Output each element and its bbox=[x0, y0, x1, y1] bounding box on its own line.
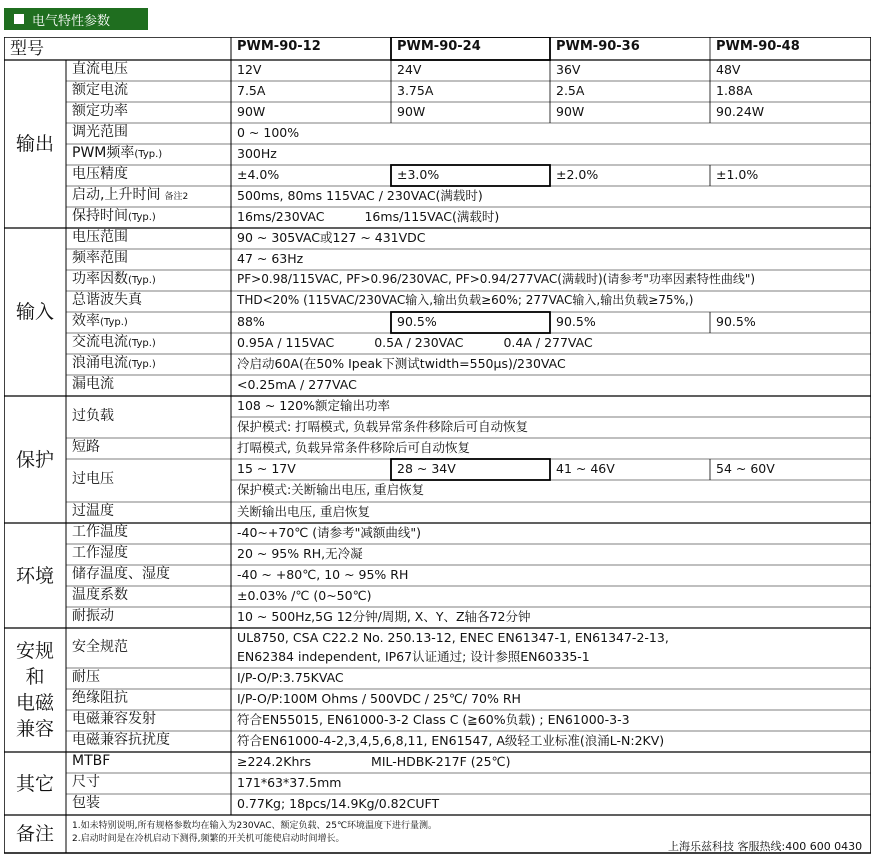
cell-value: 7.5A bbox=[237, 83, 266, 98]
cell-value: 108 ~ 120%额定输出功率 bbox=[237, 398, 391, 413]
model-name: PWM-90-12 bbox=[237, 39, 321, 54]
cell-value: <0.25mA / 277VAC bbox=[237, 377, 357, 392]
row-label: 耐振动 bbox=[72, 608, 114, 624]
cell-value: 10 ~ 500Hz,5G 12分钟/周期, X、Y、Z轴各72分钟 bbox=[237, 609, 531, 624]
cell-value: 关断输出电压, 重启恢复 bbox=[237, 504, 370, 519]
row-label: PWM频率(Typ.) bbox=[72, 145, 163, 161]
row-label: 工作湿度 bbox=[72, 545, 128, 561]
cell-value: ±0.03% /℃ (0~50℃) bbox=[237, 588, 372, 603]
row-label: 工作温度 bbox=[72, 524, 128, 540]
cell-value: 12V bbox=[237, 62, 262, 77]
cell-value: ±3.0% bbox=[397, 167, 440, 182]
cell-value: 24V bbox=[397, 62, 422, 77]
footer-contact: 上海乐兹科技 客服热线:400 600 0430 bbox=[668, 840, 863, 853]
cell-value: 90W bbox=[556, 104, 585, 119]
cell-value: 88% bbox=[237, 314, 265, 329]
cell-value: 2.5A bbox=[556, 83, 585, 98]
row-label: 安全规范 bbox=[72, 639, 128, 655]
section-others: 其它 bbox=[15, 772, 54, 795]
row-label: 电磁兼容抗扰度 bbox=[72, 732, 170, 748]
row-label: 交流电流(Typ.) bbox=[72, 334, 156, 350]
section-environment: 环境 bbox=[15, 564, 54, 587]
square-icon bbox=[14, 14, 24, 24]
cell-value: 54 ~ 60V bbox=[716, 461, 775, 476]
cell-value: ±1.0% bbox=[716, 167, 759, 182]
row-label: 过电压 bbox=[72, 471, 114, 487]
section-header-title: 电气特性参数 bbox=[32, 13, 111, 29]
row-label: 漏电流 bbox=[72, 376, 114, 392]
model-label: 型号 bbox=[10, 38, 44, 59]
model-name: PWM-90-24 bbox=[397, 39, 481, 54]
section-protection: 保护 bbox=[15, 448, 54, 471]
cell-value: 90.5% bbox=[716, 314, 756, 329]
row-label: 储存温度、湿度 bbox=[72, 566, 170, 582]
cell-value: ±2.0% bbox=[556, 167, 599, 182]
model-name: PWM-90-48 bbox=[716, 39, 800, 54]
cell-value: 0.95A / 115VAC 0.5A / 230VAC 0.4A / 277VAC bbox=[237, 335, 593, 350]
cell-value: 48V bbox=[716, 62, 741, 77]
section-input: 输入 bbox=[15, 301, 54, 323]
cell-value: ±4.0% bbox=[237, 167, 280, 182]
row-label: 电压精度 bbox=[72, 166, 128, 182]
cell-value: 16ms/230VAC 16ms/115VAC(满载时) bbox=[237, 209, 500, 224]
cell-value: 41 ~ 46V bbox=[556, 461, 615, 476]
row-label: 电压范围 bbox=[72, 229, 128, 245]
cell-value: 15 ~ 17V bbox=[237, 461, 296, 476]
section-header bbox=[4, 8, 148, 30]
row-label: 调光范围 bbox=[72, 124, 128, 140]
row-label: 效率(Typ.) bbox=[72, 313, 128, 329]
row-label: 频率范围 bbox=[72, 250, 128, 266]
cell-value: 符合EN55015, EN61000-3-2 Class C (≧60%负载) ; EN61000-3-3 bbox=[237, 712, 630, 727]
cell-value: ≥224.2Khrs MIL-HDBK-217F (25℃) bbox=[237, 754, 511, 769]
cell-value: 20 ~ 95% RH,无冷凝 bbox=[237, 546, 363, 561]
cell-value: 500ms, 80ms 115VAC / 230VAC(满载时) bbox=[237, 188, 483, 203]
cell-value: 冷启动60A(在50% Ipeak下测试twidth=550µs)/230VAC bbox=[237, 356, 566, 371]
cell-value: I/P-O/P:3.75KVAC bbox=[237, 670, 344, 685]
cell-value: 300Hz bbox=[237, 146, 277, 161]
cell-value: 171*63*37.5mm bbox=[237, 775, 342, 790]
cell-value: 保护模式:关断输出电压, 重启恢复 bbox=[237, 482, 425, 497]
cell-value: 0 ~ 100% bbox=[237, 125, 300, 140]
row-label: 额定电流 bbox=[72, 82, 128, 98]
row-label: 直流电压 bbox=[72, 61, 128, 77]
cell-value: -40 ~ +80℃, 10 ~ 95% RH bbox=[237, 567, 409, 582]
cell-value: 28 ~ 34V bbox=[397, 461, 456, 476]
row-label: 尺寸 bbox=[72, 774, 100, 790]
cell-value: 保护模式: 打嗝模式, 负载异常条件移除后可自动恢复 bbox=[237, 419, 529, 434]
row-label: 额定功率 bbox=[72, 103, 128, 119]
cell-value: 3.75A bbox=[397, 83, 434, 98]
section-safety-emc: 安规和 电磁 兼容 bbox=[15, 640, 54, 740]
section-output: 输出 bbox=[15, 133, 54, 155]
cell-value: 47 ~ 63Hz bbox=[237, 251, 304, 266]
row-label: 电磁兼容发射 bbox=[72, 711, 156, 727]
cell-value: 90W bbox=[397, 104, 426, 119]
row-label: MTBF bbox=[72, 753, 111, 769]
cell-value: THD<20% (115VAC/230VAC输入,输出负载≥60%; 277VAC输入,输出负载≥75%,) bbox=[237, 293, 694, 307]
row-label: 包装 bbox=[72, 795, 100, 811]
cell-value: 36V bbox=[556, 62, 581, 77]
row-label: 短路 bbox=[72, 439, 100, 455]
section-notes: 备注 bbox=[15, 823, 54, 845]
cell-value: 90 ~ 305VAC或127 ~ 431VDC bbox=[237, 230, 426, 245]
row-label: 浪涌电流(Typ.) bbox=[72, 355, 156, 371]
cell-value: 90.5% bbox=[397, 314, 437, 329]
cell-value: 1.88A bbox=[716, 83, 753, 98]
cell-value: 符合EN61000-4-2,3,4,5,6,8,11, EN61547, A级轻工业标准(浪涌L-N:2KV) bbox=[237, 733, 665, 748]
row-label: 总谐波失真 bbox=[72, 292, 142, 308]
cell-value: I/P-O/P:100M Ohms / 500VDC / 25℃/ 70% RH bbox=[237, 691, 521, 706]
cell-value: 打嗝模式, 负载异常条件移除后可自动恢复 bbox=[237, 440, 470, 455]
row-label: 耐压 bbox=[72, 669, 100, 685]
cell-value: PF>0.98/115VAC, PF>0.96/230VAC, PF>0.94/277VAC(满载时)(请参考"功率因素特性曲线") bbox=[237, 272, 756, 286]
row-label: 过温度 bbox=[72, 503, 114, 519]
cell-value: UL8750, CSA C22.2 No. 250.13-12, ENEC EN61347-1, EN61347-2-13, EN62384 independent, IP67认证通过; 设计参照EN60335-1 bbox=[237, 630, 669, 664]
cell-value: 90W bbox=[237, 104, 266, 119]
cell-value: 90.5% bbox=[556, 314, 596, 329]
row-label: 保持时间(Typ.) bbox=[72, 208, 156, 224]
row-label: 绝缘阻抗 bbox=[72, 690, 128, 706]
cell-value: 0.77Kg; 18pcs/14.9Kg/0.82CUFT bbox=[237, 796, 440, 811]
cell-value: -40~+70℃ (请参考"减额曲线") bbox=[237, 525, 422, 540]
cell-value: 90.24W bbox=[716, 104, 765, 119]
model-name: PWM-90-36 bbox=[556, 39, 640, 54]
row-label: 功率因数(Typ.) bbox=[72, 271, 156, 287]
row-label: 过负载 bbox=[72, 408, 114, 424]
notes-text: 1.如未特别说明,所有规格参数均在输入为230VAC、额定负载、25℃环境温度下进行量测。 2.启动时间是在冷机启动下测得,频繁的开关机可能使启动时间增长。 bbox=[72, 821, 438, 844]
row-label: 启动,上升时间 备注2 bbox=[72, 187, 189, 203]
row-label: 温度系数 bbox=[72, 587, 128, 603]
